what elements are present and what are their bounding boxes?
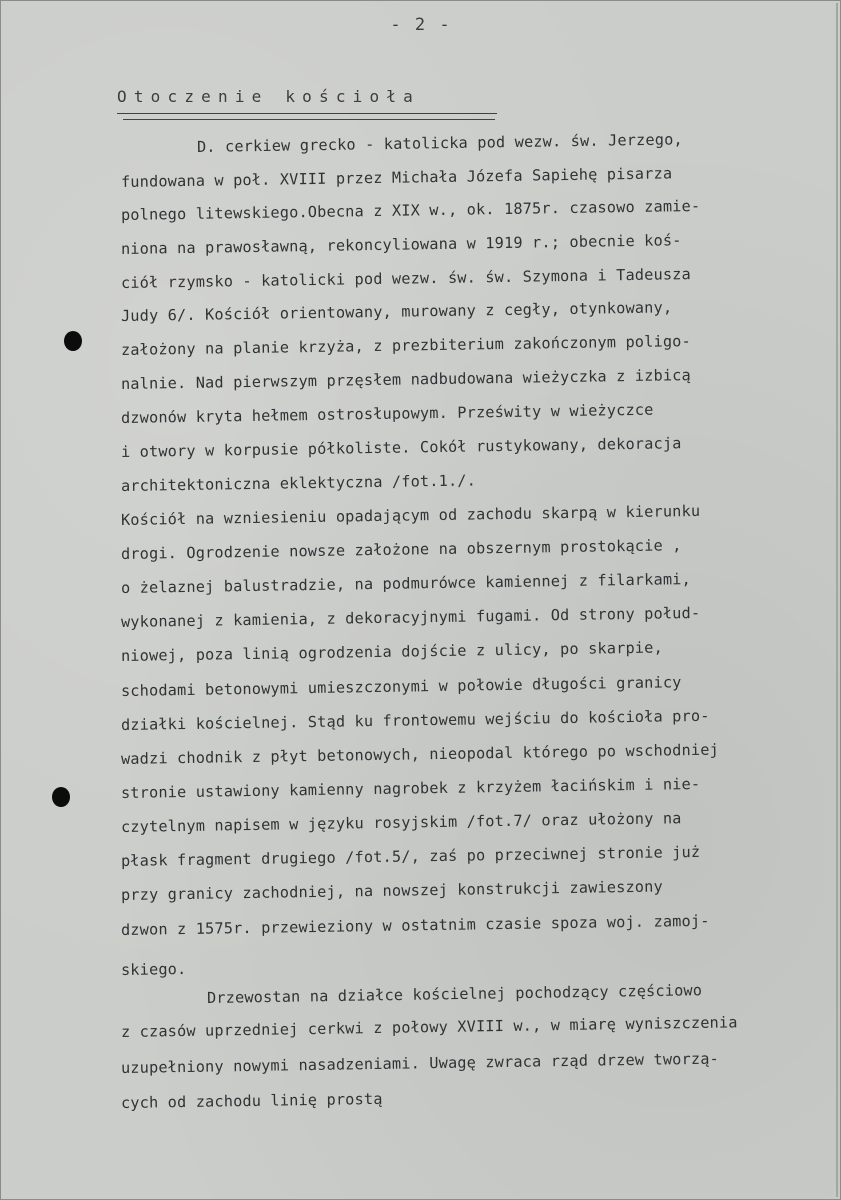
heading-underline — [117, 113, 497, 114]
text-line: niona na prawosławną, rekoncyliowana w 1919 r.; obecnie koś- — [120, 231, 682, 258]
text-line: fundowana w poł. XVIII przez Michała Józefa Sapiehę pisarza — [120, 164, 673, 191]
text-line: Kościół na wzniesieniu opadającym od zachodu skarpą w kierunku — [120, 501, 701, 529]
text-line: płask fragment drugiego /fot.5/, zaś po przeciwnej stronie już — [120, 842, 701, 870]
text-line: z czasów uprzedniej cerkwi z połowy XVIII w., w miarę wyniszczenia — [120, 1013, 738, 1041]
section-heading: Otoczenie kościoła — [117, 87, 420, 106]
text-line: ciół rzymsko - katolicki pod wezw. św. św. Szymona i Tadeusza — [120, 265, 692, 292]
page-number: - 2 - — [390, 15, 452, 35]
text-line: architektoniczna eklektyczna /fot.1./. — [120, 471, 477, 495]
text-line: schodami betonowymi umieszczonymi w połowie długości granicy — [120, 673, 682, 700]
text-line: i otwory w korpusie półkoliste. Cokół rustykowany, dekoracja — [120, 434, 682, 461]
text-line: wykonanej z kamienia, z dekoracyjnymi fugami. Od strony połud- — [120, 603, 701, 631]
heading-underline-second — [123, 119, 495, 120]
text-line: Judy 6/. Kościół orientowany, murowany z cegły, otynkowany, — [120, 298, 673, 325]
text-line: cych od zachodu linię prostą — [120, 1089, 383, 1112]
text-line: dzwon z 1575r. przewieziony w ostatnim czasie spoza woj. zamoj- — [120, 911, 710, 939]
text-line: polnego litewskiego.Obecna z XIX w., ok. 1875r. czasowo zamie- — [120, 196, 701, 224]
text-line: skiego. — [120, 959, 187, 979]
text-line: stronie ustawiony kamienny nagrobek z krzyżem łacińskim i nie- — [120, 774, 701, 802]
text-line: uzupełniony nowymi nasadzeniami. Uwagę zwraca rząd drzew tworzą- — [120, 1049, 720, 1077]
text-line: o żelaznej balustradzie, na podmurówce kamiennej z filarkami, — [120, 570, 692, 597]
text-line: dzwonów kryta hełmem ostrosłupowym. Prześwity w wieżyczce — [120, 400, 654, 427]
text-line: wadzi chodnik z płyt betonowych, nieopodal którego po wschodniej — [120, 740, 720, 768]
text-line: Drzewostan na działce kościelnej pochodzący częściowo — [206, 981, 703, 1007]
text-line: drogi. Ogrodzenie nowsze założone na obszernym prostokącie , — [120, 536, 682, 563]
text-line: niowej, poza linią ogrodzenia dojście z ulicy, po skarpie, — [120, 638, 664, 665]
punch-hole-bottom — [52, 787, 70, 807]
page-edge — [836, 3, 838, 1197]
text-line: czytelnym napisem w języku rosyjskim /fot.7/ oraz ułożony na — [120, 809, 682, 836]
text-line: nalnie. Nad pierwszym przęsłem nadbudowana wieżyczka z izbicą — [120, 366, 692, 393]
text-line: D. cerkiew grecko - katolicka pod wezw. św. Jerzego, — [196, 130, 683, 156]
text-line: przy granicy zachodniej, na nowszej konstrukcji zawieszony — [120, 877, 664, 904]
text-line: założony na planie krzyża, z prezbiterium zakończonym poligo- — [120, 332, 692, 359]
text-line: działki kościelnej. Stąd ku frontowemu wejściu do kościoła pro- — [120, 706, 710, 734]
punch-hole-top — [64, 331, 82, 351]
